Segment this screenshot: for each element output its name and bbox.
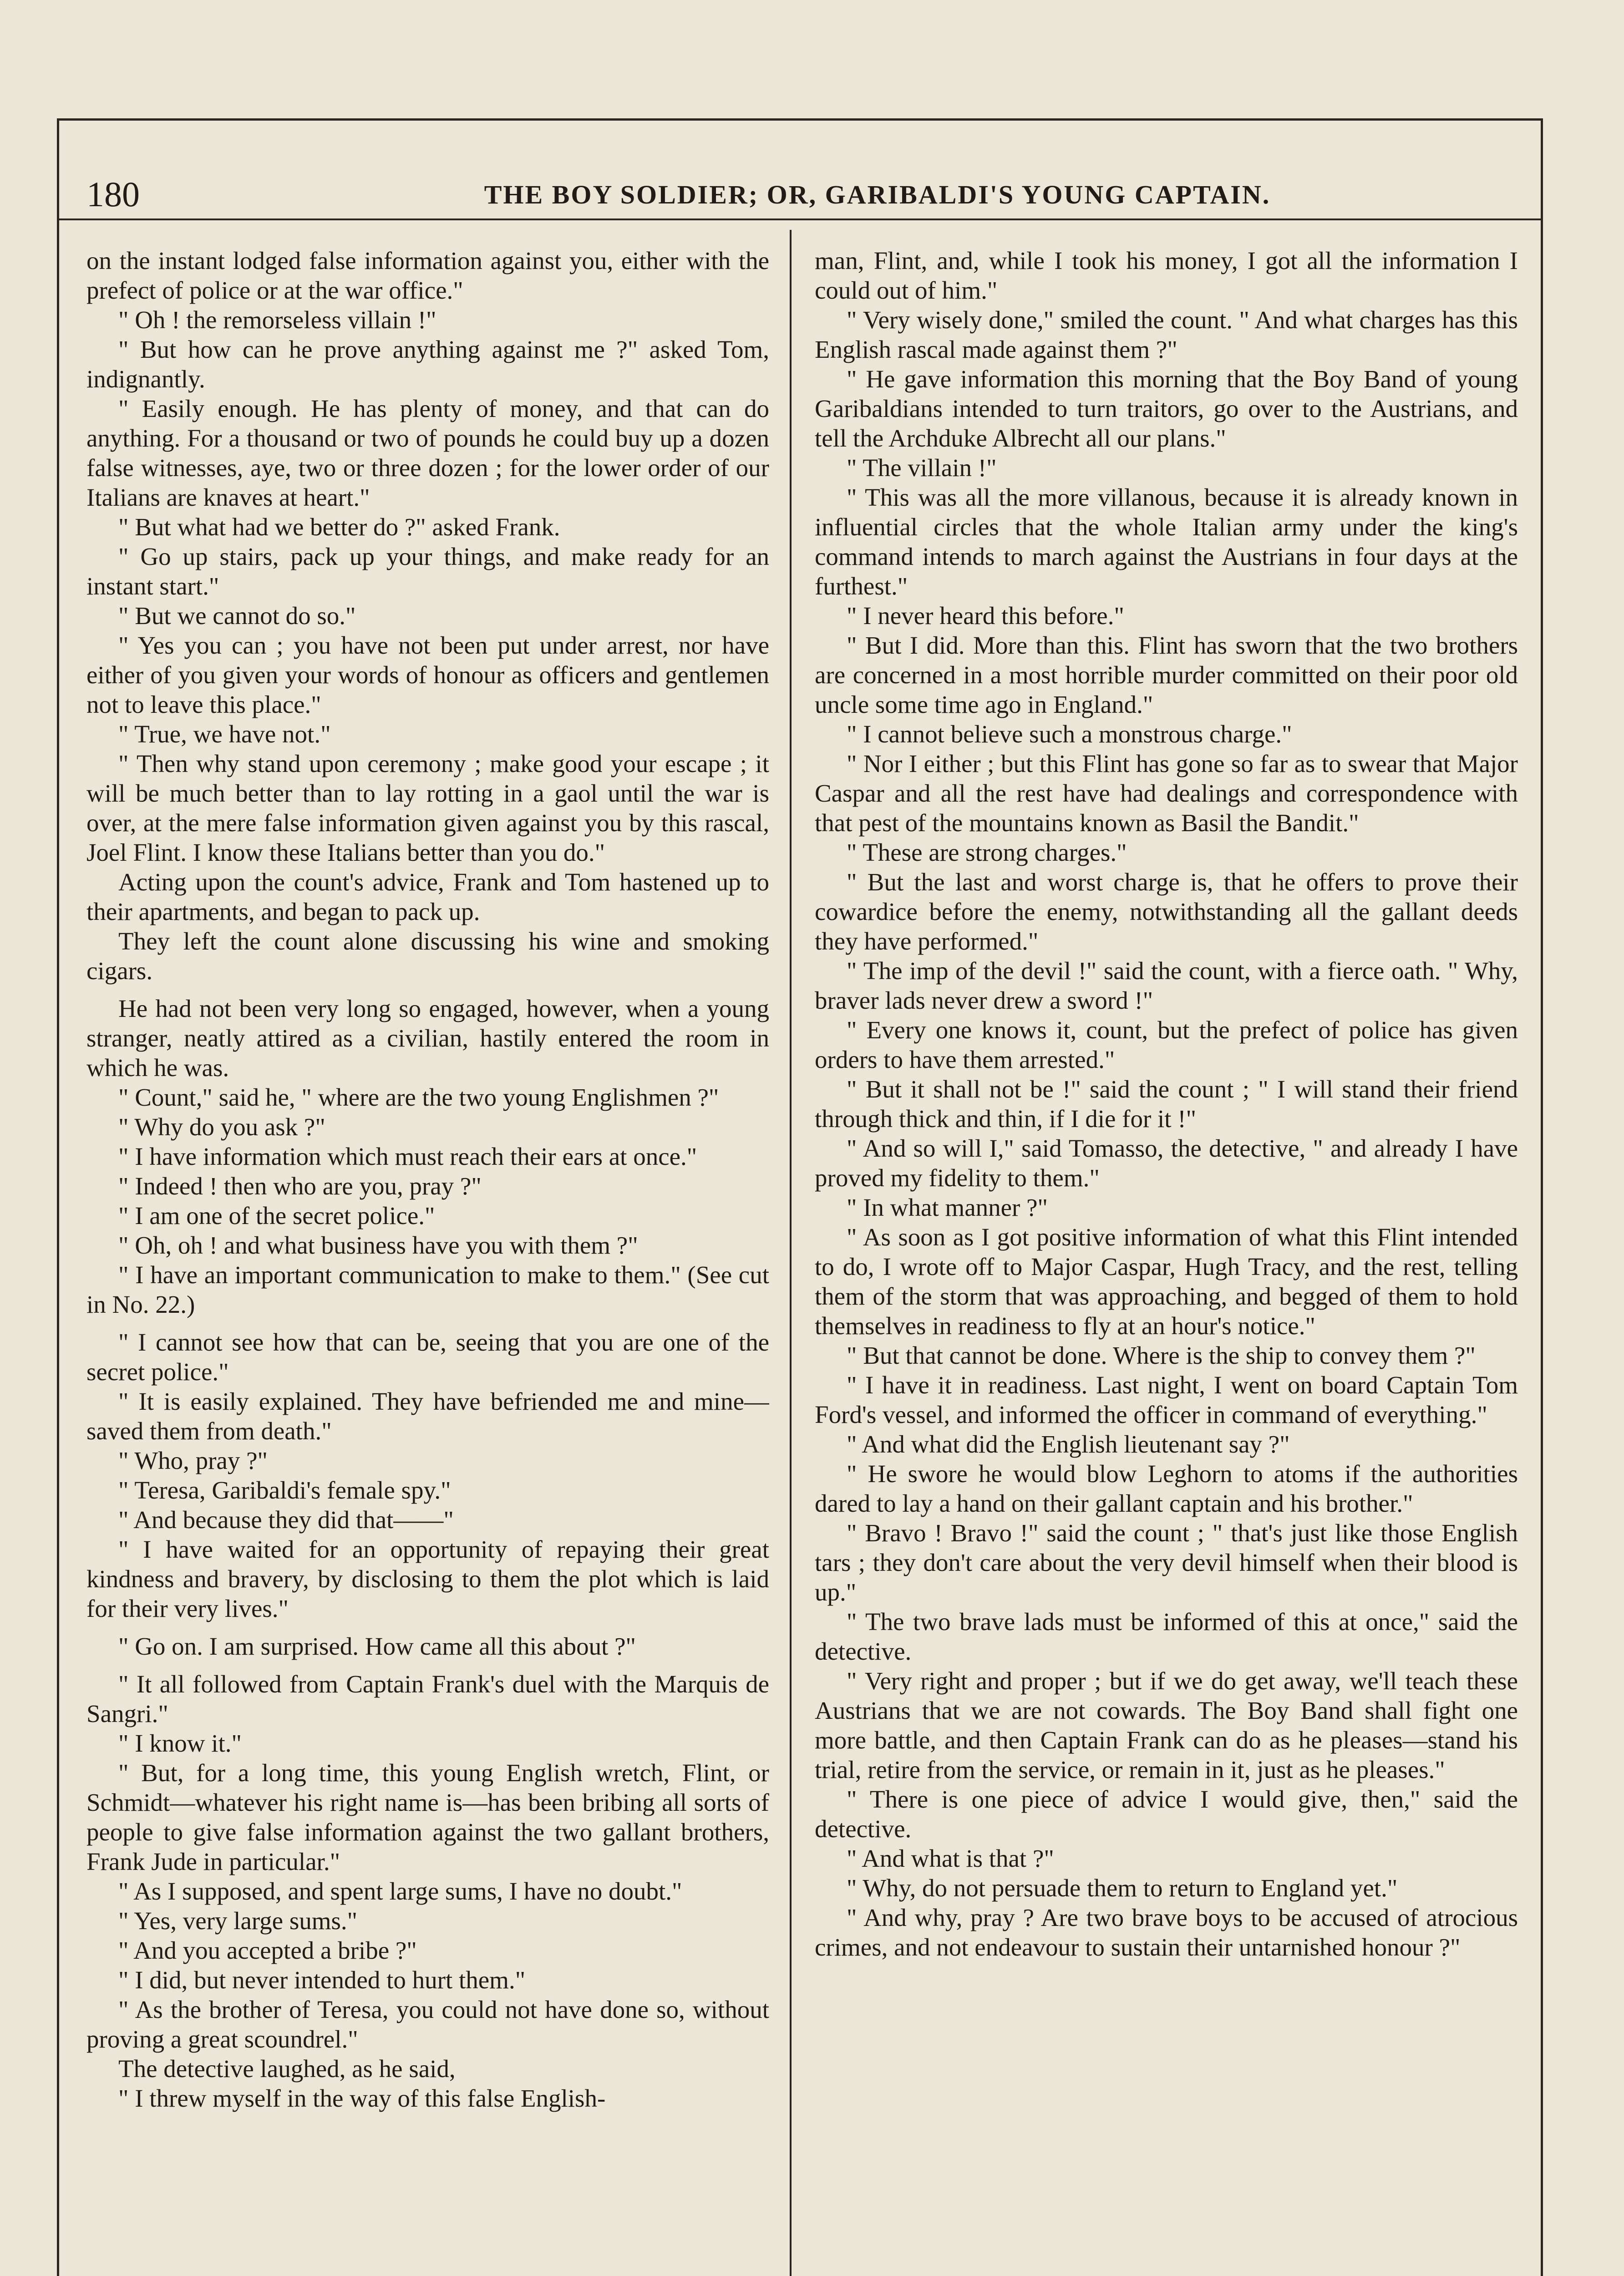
paragraph: " But how can he prove anything against me ?" asked Tom, indignantly. — [86, 335, 769, 393]
paragraph: on the instant lodged false information against you, either with the prefect of police or at the war office." — [86, 247, 769, 304]
paragraph: " Teresa, Garibaldi's female spy." — [118, 1476, 451, 1504]
paragraph: " Count," said he, " where are the two young Englishmen ?" — [118, 1083, 719, 1111]
paragraph: " Why do you ask ?" — [118, 1113, 325, 1141]
paragraph: " I cannot see how that can be, seeing that you are one of the secret police." — [86, 1328, 769, 1386]
paragraph: " I never heard this before." — [847, 602, 1124, 630]
paragraph: " I have an important communication to make to them." (See cut in No. 22.) — [86, 1261, 769, 1318]
paragraph: " Every one knows it, count, but the prefect of police has given orders to have them arrested." — [815, 1016, 1518, 1073]
paragraph: " In what manner ?" — [847, 1194, 1048, 1221]
paragraph: " Oh ! the remorseless villain !" — [118, 306, 436, 334]
paragraph: " But it shall not be !" said the count ; " I will stand their friend through thick and thin, if I die for it !" — [815, 1075, 1518, 1133]
paragraph: " I have it in readiness. Last night, I went on board Captain Tom Ford's vessel, and informed the officer in command of everything." — [815, 1371, 1518, 1428]
paragraph: " It is easily explained. They have befriended me and mine—saved them from death." — [86, 1387, 769, 1445]
page-number: 180 — [86, 174, 140, 214]
paragraph: " But the last and worst charge is, that he offers to prove their cowardice before the enemy, notwithstanding all the gallant deeds they have performed." — [815, 868, 1518, 955]
paragraph: " The villain !" — [847, 454, 997, 482]
paragraph: " But what had we better do ?" asked Frank. — [118, 513, 560, 541]
paragraph: " I cannot believe such a monstrous charge." — [847, 720, 1292, 748]
paragraph: " Yes you can ; you have not been put under arrest, nor have either of you given your words of honour as officers and gentlemen not to leave this place." — [86, 631, 769, 718]
paragraph: " True, we have not." — [118, 720, 331, 748]
paragraph: " This was all the more villanous, because it is already known in influential circles that the whole Italian army under the king's command intends to march against the Austrians in four days at the furthest." — [815, 483, 1518, 600]
paragraph: The detective laughed, as he said, — [118, 2055, 456, 2083]
paragraph: They left the count alone discussing his wine and smoking cigars. — [86, 927, 769, 985]
paragraph: " But that cannot be done. Where is the ship to convey them ?" — [847, 1341, 1476, 1369]
paragraph: Acting upon the count's advice, Frank and Tom hastened up to their apartments, and began to pack up. — [86, 868, 769, 925]
paragraph: " I am one of the secret police." — [118, 1202, 435, 1229]
paragraph: " But, for a long time, this young English wretch, Flint, or Schmidt—whatever his right name is—has been bribing all sorts of people to give false information against the two gallant brothers, Frank Jude in particular." — [86, 1759, 769, 1875]
paragraph: " Yes, very large sums." — [118, 1907, 358, 1935]
paragraph: " Why, do not persuade them to return to England yet." — [847, 1874, 1398, 1902]
paragraph: " There is one piece of advice I would give, then," said the detective. — [815, 1785, 1518, 1843]
paragraph: " He swore he would blow Leghorn to atoms if the authorities dared to lay a hand on their gallant captain and his brother." — [815, 1460, 1518, 1517]
paragraph: " Indeed ! then who are you, pray ?" — [118, 1172, 482, 1200]
paragraph: " Oh, oh ! and what business have you with them ?" — [118, 1231, 638, 1259]
paragraph: " Bravo ! Bravo !" said the count ; " that's just like those English tars ; they don't care about the very devil himself when their blood is up." — [815, 1519, 1518, 1606]
paragraph: " But we cannot do so." — [118, 602, 356, 630]
paragraph: " And what did the English lieutenant say ?" — [847, 1430, 1290, 1458]
paragraph: He had not been very long so engaged, however, when a young stranger, neatly attired as a civilian, hastily entered the room in which he was. — [86, 995, 769, 1082]
paragraph: " And because they did that——" — [118, 1506, 454, 1534]
paragraph: " Easily enough. He has plenty of money, and that can do anything. For a thousand or two of pounds he could buy up a dozen false witnesses, aye, two or three dozen ; for the lower order of our Italians are knaves at heart." — [86, 395, 769, 511]
right-column — [815, 246, 1518, 2276]
paragraph: " As the brother of Teresa, you could not have done so, without proving a great scoundrel." — [86, 1996, 769, 2053]
paragraph: " But I did. More than this. Flint has sworn that the two brothers are concerned in a most horrible murder committed on their poor old uncle some time ago in England." — [815, 631, 1518, 718]
paragraph: " And why, pray ? Are two brave boys to be accused of atrocious crimes, and not endeavour to sustain their untarnished honour ?" — [815, 1904, 1518, 1961]
paragraph: " Go on. I am surprised. How came all this about ?" — [118, 1632, 636, 1660]
paragraph: " These are strong charges." — [847, 838, 1127, 866]
paragraph: man, Flint, and, while I took his money, I got all the information I could out of him." — [815, 247, 1518, 304]
paragraph: " It all followed from Captain Frank's duel with the Marquis de Sangri." — [86, 1670, 769, 1727]
page-header — [59, 164, 1541, 220]
paragraph: " He gave information this morning that the Boy Band of young Garibaldians intended to turn traitors, go over to the Austrians, and tell the Archduke Albrecht all our plans." — [815, 365, 1518, 452]
paragraph: " I have information which must reach their ears at once." — [118, 1143, 697, 1170]
paragraph: " I threw myself in the way of this false English- — [118, 2084, 606, 2112]
left-column — [86, 246, 769, 2276]
paragraph: " Very right and proper ; but if we do get away, we'll teach these Austrians that we are not cowards. The Boy Band shall fight one more battle, and then Captain Frank can do as he pleases—stand his trial, retire from the service, or remain in it, just as he pleases." — [815, 1667, 1518, 1783]
paragraph: " The two brave lads must be informed of this at once," said the detective. — [815, 1608, 1518, 1665]
paragraph: " Then why stand upon ceremony ; make good your escape ; it will be much better than to lay rotting in a gaol until the war is over, at the mere false information given against you by this rascal, Joel Flint. I know these Italians better than you do." — [86, 750, 769, 866]
paragraph: " And what is that ?" — [847, 1844, 1054, 1872]
paragraph: " As I supposed, and spent large sums, I have no doubt." — [118, 1877, 682, 1905]
paragraph: " Go up stairs, pack up your things, and make ready for an instant start." — [86, 543, 769, 600]
paragraph: " Very wisely done," smiled the count. " And what charges has this English rascal made against them ?" — [815, 306, 1518, 363]
column-divider — [790, 230, 792, 2276]
paragraph: " I know it." — [118, 1729, 242, 1757]
paragraph: " Who, pray ?" — [118, 1447, 268, 1474]
paragraph: " The imp of the devil !" said the count, with a fierce oath. " Why, braver lads never drew a sword !" — [815, 957, 1518, 1014]
page-frame — [57, 118, 1543, 2276]
running-title: THE BOY SOLDIER; OR, GARIBALDI'S YOUNG CAPTAIN. — [484, 180, 1271, 209]
paragraph: " I did, but never intended to hurt them." — [118, 1966, 526, 1994]
paragraph: " As soon as I got positive information of what this Flint intended to do, I wrote off to Major Caspar, Hugh Tracy, and the rest, telling them of the storm that was approaching, and begged of them to hold themselves in readiness to fly at an hour's notice." — [815, 1223, 1518, 1340]
paragraph: " Nor I either ; but this Flint has gone so far as to swear that Major Caspar and all the rest have had dealings and correspondence with that pest of the mountains known as Basil the Bandit." — [815, 750, 1518, 837]
paragraph: " And so will I," said Tomasso, the detective, " and already I have proved my fidelity to them." — [815, 1134, 1518, 1192]
paragraph: " I have waited for an opportunity of repaying their great kindness and bravery, by disclosing to them the plot which is laid for their very lives." — [86, 1535, 769, 1622]
paragraph: " And you accepted a bribe ?" — [118, 1936, 417, 1964]
